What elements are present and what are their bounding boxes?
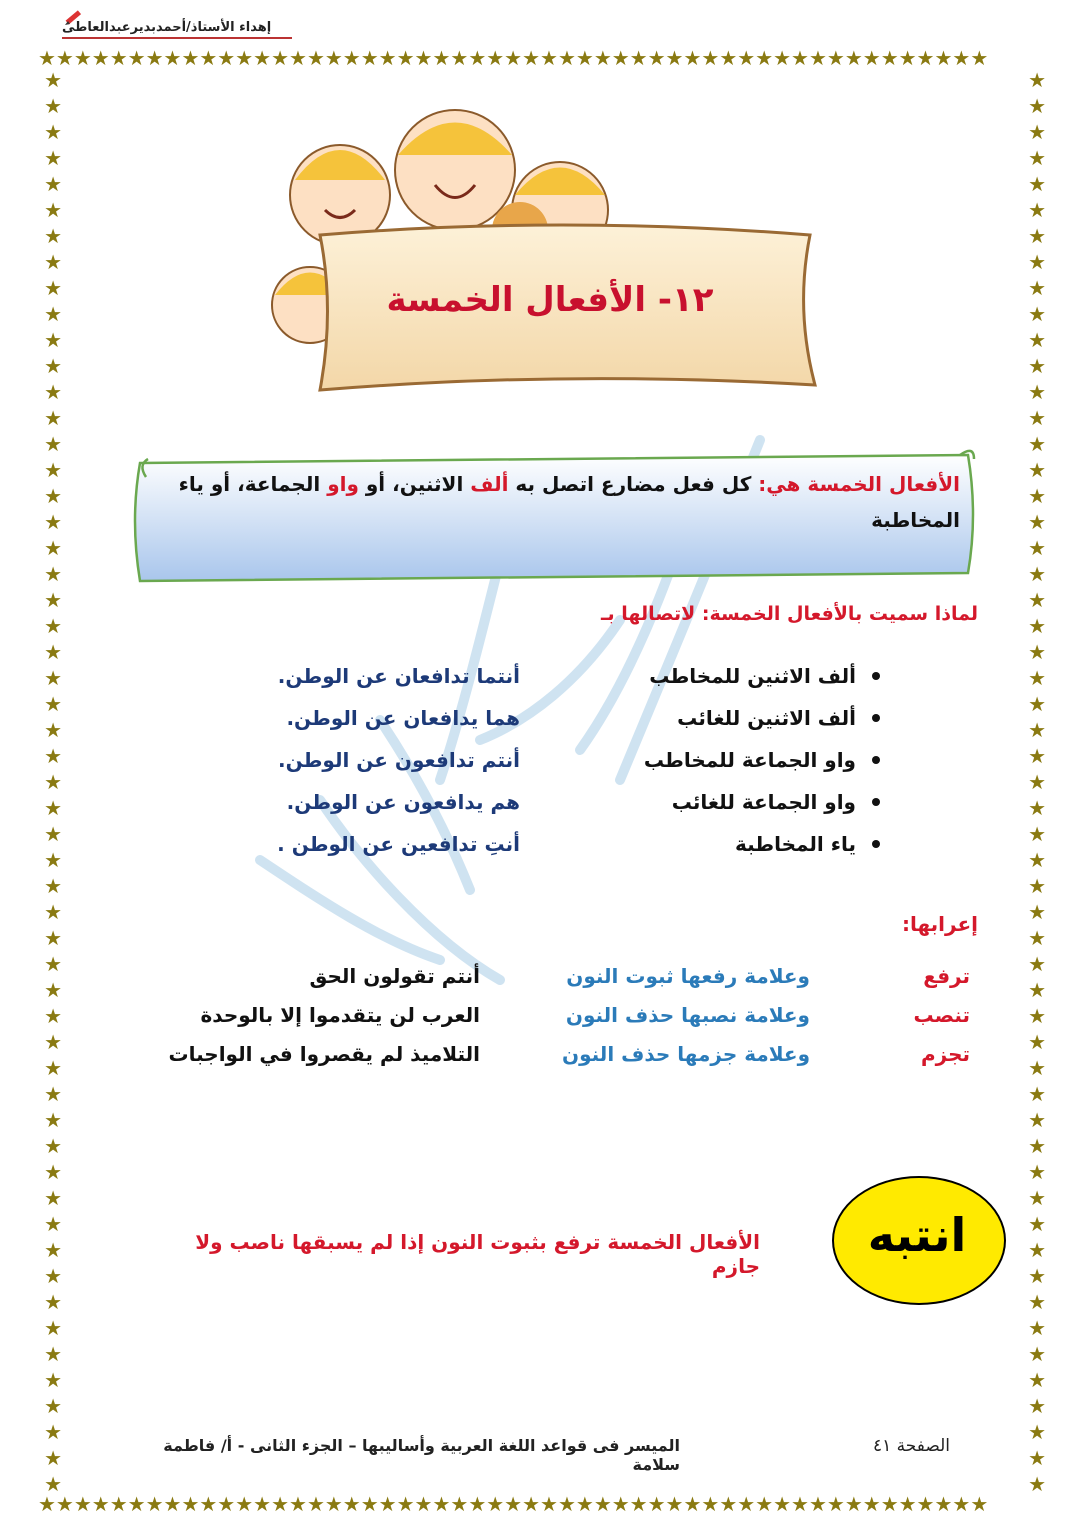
footer-book-title: الميسر فى قواعد اللغة العربية وأساليبها – الجزء الثانى - أ/ فاطمة سلامة [163,1436,680,1474]
irab-row [100,964,980,1002]
example-sentence: هم يدافعون عن الوطن. [286,790,520,814]
list-item: ألف الاثنين للغائب [520,697,880,739]
why-title: لماذا سميت بالأفعال الخمسة: لاتصالها بـ [601,603,978,625]
example-sentence: هما يدافعان عن الوطن. [286,706,520,730]
list-item: ياء المخاطبة [520,823,880,865]
bullet-icon [872,840,880,848]
irab-sign: وعلامة جزمها حذف النون [562,1042,810,1066]
example-list [260,655,520,865]
irab-row [100,1042,980,1080]
list-item: واو الجماعة للمخاطب [520,739,880,781]
irab-sign: وعلامة رفعها ثبوت النون [566,964,810,988]
example-sentence: أنتِ تدافعين عن الوطن . [277,832,520,856]
page-number: الصفحة ٤١ [872,1436,950,1456]
star-border-left: ★ ★ ★ ★ ★ ★ ★ ★ ★ ★ ★ ★ ★ ★ ★ ★ ★ ★ ★ ★ ★ ★ ★ ★ ★ ★ ★ ★ ★ ★ ★ ★ ★ ★ ★ ★ ★ ★ ★ ★ ★ ★ ★ ★ ★ ★ ★ ★ ★ ★ ★ ★ ★ ★ ★ [44,70,62,1494]
example-sentence: أنتم تدافعون عن الوطن. [277,748,520,772]
bullet-icon [872,798,880,806]
page-title: ١٢- الأفعال الخمسة [386,280,714,320]
definition-waw: واو [327,472,359,496]
definition-text [170,466,960,538]
irab-case: ترفع [923,964,970,988]
list-item: واو الجماعة للغائب [520,781,880,823]
dedication-text: إهداء الأستاذ/أحمدبديرعبدالعاطى [62,20,292,39]
irab-case: تنصب [913,1003,970,1027]
bullet-icon [872,672,880,680]
star-border-top: ★★★★★★★★★★★★★★★★★★★★★★★★★★★★★★★★★★★★★★★★★★★★★★★★★★★★★ [38,48,989,70]
bullet-list [520,655,880,865]
irab-title: إعرابها: [901,912,978,936]
example-sentence: أنتما تدافعان عن الوطن. [277,664,520,688]
definition-part2: الاثنين، أو [358,472,471,496]
irab-row [100,1003,980,1041]
bullet-icon [872,714,880,722]
bullet-icon [872,756,880,764]
star-border-right: ★ ★ ★ ★ ★ ★ ★ ★ ★ ★ ★ ★ ★ ★ ★ ★ ★ ★ ★ ★ ★ ★ ★ ★ ★ ★ ★ ★ ★ ★ ★ ★ ★ ★ ★ ★ ★ ★ ★ ★ ★ ★ ★ ★ ★ ★ ★ ★ ★ ★ ★ ★ ★ ★ ★ [1028,70,1046,1494]
list-item: ألف الاثنين للمخاطب [520,655,880,697]
definition-part3: الجماعة، أو ياء المخاطبة [178,472,960,532]
irab-sign: وعلامة نصبها حذف النون [565,1003,810,1027]
definition-alif: ألف [470,472,509,496]
attention-label: انتبه [867,1208,967,1262]
star-border-bottom: ★★★★★★★★★★★★★★★★★★★★★★★★★★★★★★★★★★★★★★★★★★★★★★★★★★★★★ [38,1494,989,1516]
definition-label: الأفعال الخمسة هي: [758,472,960,496]
definition-part1: كل فعل مضارع اتصل به [508,472,759,496]
irab-example: العرب لن يتقدموا إلا بالوحدة [200,1003,480,1027]
irab-case: تجزم [920,1042,970,1066]
attention-note: الأفعال الخمسة ترفع بثبوت النون إذا لم يسبقها ناصب ولا جازم [195,1230,760,1278]
irab-example: أنتم تقولون الحق [309,964,480,988]
irab-example: التلاميذ لم يقصروا في الواجبات [168,1042,480,1066]
